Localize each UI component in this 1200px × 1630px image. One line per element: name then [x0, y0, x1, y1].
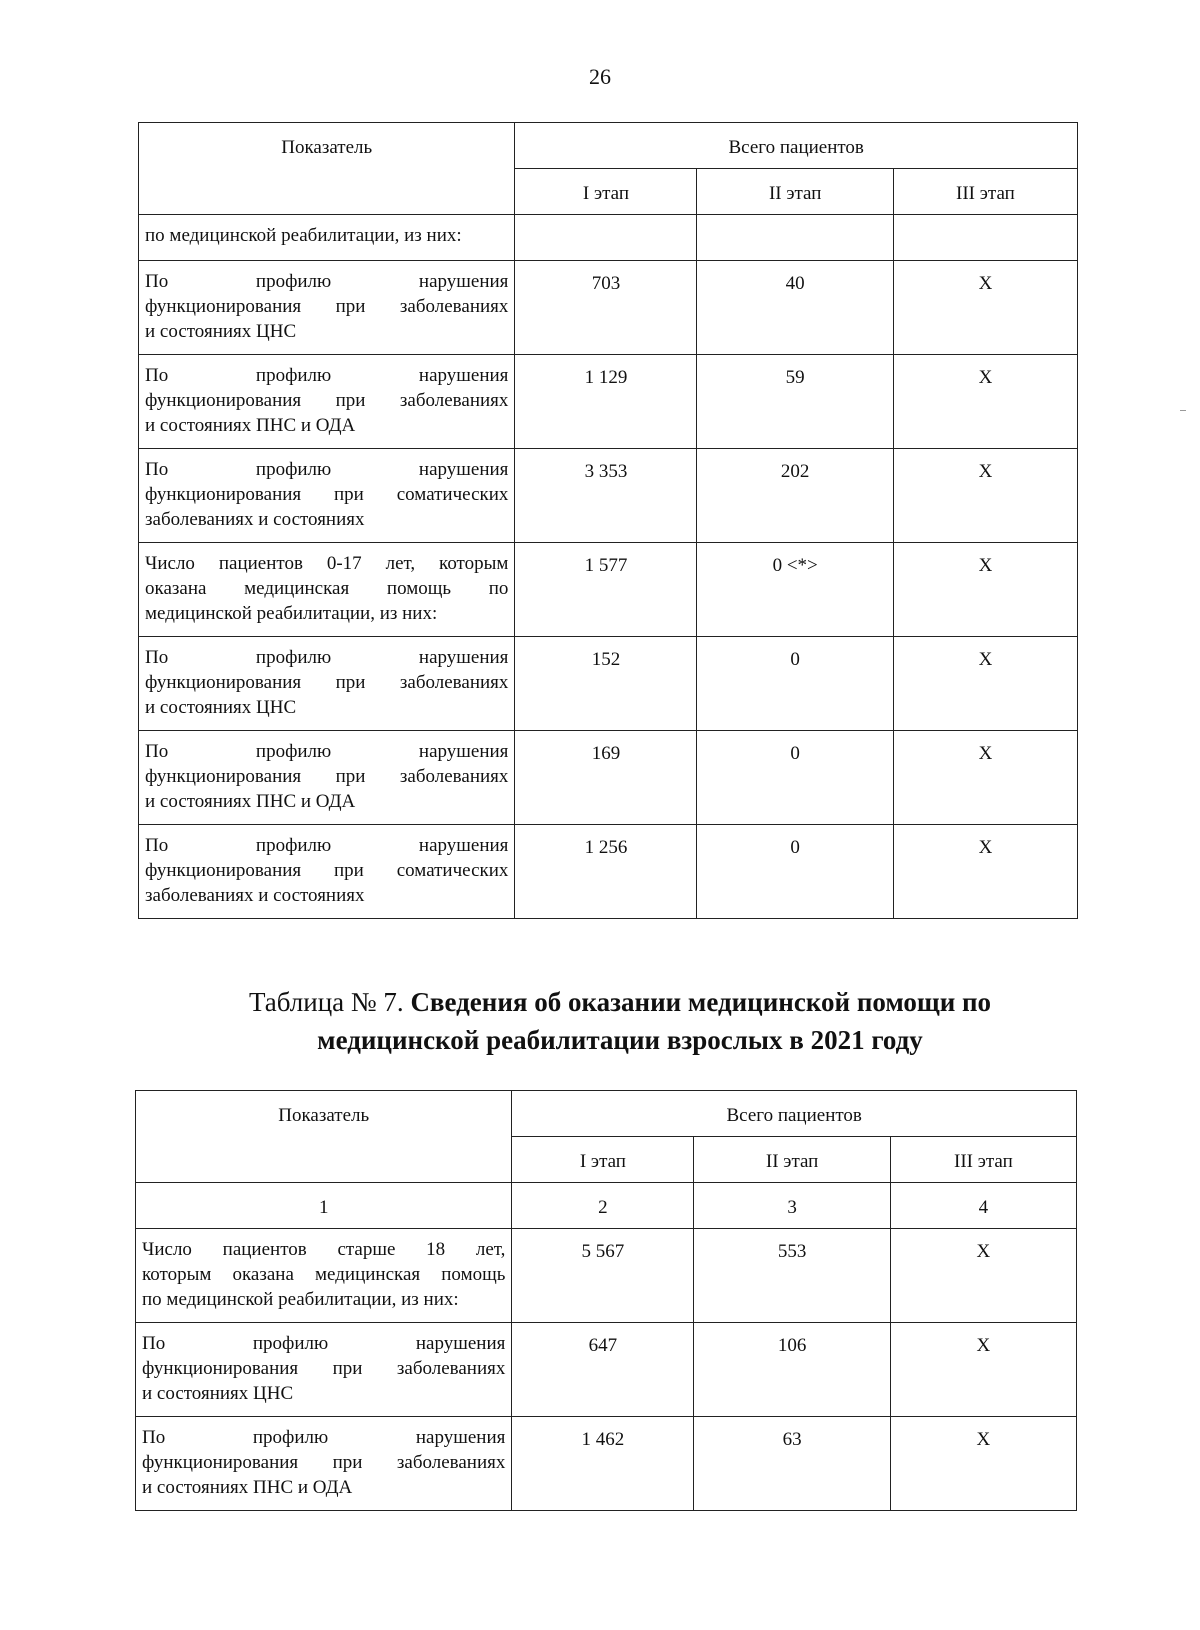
row-label-line: которым оказана медицинская помощь — [142, 1264, 506, 1285]
stage-2-value: 0 <*> — [697, 543, 893, 637]
col-number-1: 1 — [136, 1183, 512, 1229]
stage-2-value: 63 — [694, 1417, 890, 1511]
stage-1-value: 647 — [512, 1323, 694, 1417]
table-row — [139, 731, 1078, 825]
header-stage-2: II этап — [697, 169, 893, 215]
table-row — [139, 543, 1078, 637]
row-label — [139, 215, 515, 261]
page-number: 26 — [589, 64, 611, 89]
header-stage-3: III этап — [893, 169, 1077, 215]
header-stage-1: I этап — [512, 1137, 694, 1183]
row-label-line: по медицинской реабилитации, из них: — [142, 1289, 459, 1310]
table-2-body — [136, 1229, 1077, 1511]
stage-3-value: Х — [890, 1323, 1076, 1417]
row-label-line: По профилю нарушения — [145, 459, 509, 480]
table-row — [139, 355, 1078, 449]
stage-3-value: Х — [893, 543, 1077, 637]
table-1 — [138, 122, 1078, 919]
stage-1-value: 1 462 — [512, 1417, 694, 1511]
stage-3-value: Х — [893, 731, 1077, 825]
row-label-line: функционирования при заболеваниях — [142, 1358, 506, 1379]
col-number-2: 2 — [512, 1183, 694, 1229]
stage-2-value: 0 — [697, 637, 893, 731]
stage-2-value: 202 — [697, 449, 893, 543]
stage-2-value — [697, 215, 893, 261]
stage-3-value: Х — [890, 1229, 1076, 1323]
stage-2-value: 553 — [694, 1229, 890, 1323]
row-label-line: функционирования при заболеваниях — [145, 672, 509, 693]
row-label-line: По профилю нарушения — [142, 1333, 506, 1354]
table-row — [136, 1417, 1077, 1511]
stage-3-value: Х — [893, 449, 1077, 543]
header-indicator: Показатель — [139, 123, 515, 215]
row-label — [136, 1229, 512, 1323]
table-1-body — [139, 215, 1078, 919]
row-label — [139, 543, 515, 637]
stage-2-value: 0 — [697, 825, 893, 919]
header-stage-3: III этап — [890, 1137, 1076, 1183]
row-label-line: Число пациентов 0-17 лет, которым — [145, 553, 509, 574]
stage-3-value — [893, 215, 1077, 261]
scan-edge-mark — [1180, 410, 1186, 411]
row-label-line: и состояниях ПНС и ОДА — [142, 1477, 353, 1498]
caption-prefix: Таблица № 7. — [248, 987, 404, 1017]
table-row — [139, 825, 1078, 919]
stage-1-value: 1 256 — [515, 825, 697, 919]
table-row — [136, 1323, 1077, 1417]
header-indicator: Показатель — [136, 1091, 512, 1183]
header-stage-1: I этап — [515, 169, 697, 215]
row-label — [136, 1323, 512, 1417]
stage-2-value: 106 — [694, 1323, 890, 1417]
stage-1-value: 1 129 — [515, 355, 697, 449]
row-label-line: Число пациентов старше 18 лет, — [142, 1239, 506, 1260]
row-label-line: и состояниях ЦНС — [145, 697, 297, 718]
row-label-line: заболеваниях и состояниях — [145, 509, 365, 530]
row-label-line: медицинской реабилитации, из них: — [145, 603, 438, 624]
row-label — [139, 449, 515, 543]
stage-3-value: Х — [893, 825, 1077, 919]
table-2 — [135, 1090, 1077, 1511]
row-label — [139, 731, 515, 825]
row-label-line: оказана медицинская помощь по — [145, 578, 509, 599]
stage-1-value: 1 577 — [515, 543, 697, 637]
row-label — [139, 261, 515, 355]
header-stage-2: II этап — [694, 1137, 890, 1183]
row-label-line: по медицинской реабилитации, из них: — [145, 225, 462, 246]
row-label-line: функционирования при соматических — [145, 860, 509, 881]
header-total-patients: Всего пациентов — [512, 1091, 1077, 1137]
table-row — [139, 215, 1078, 261]
stage-1-value: 703 — [515, 261, 697, 355]
row-label-line: функционирования при заболеваниях — [145, 296, 509, 317]
stage-2-value: 40 — [697, 261, 893, 355]
row-label — [136, 1417, 512, 1511]
row-label — [139, 637, 515, 731]
row-label-line: функционирования при соматических — [145, 484, 509, 505]
stage-2-value: 59 — [697, 355, 893, 449]
table-row — [139, 637, 1078, 731]
row-label-line: По профилю нарушения — [145, 741, 509, 762]
stage-3-value: Х — [893, 261, 1077, 355]
row-label — [139, 825, 515, 919]
table-7-caption — [0, 983, 1200, 1059]
row-label-line: По профилю нарушения — [145, 271, 509, 292]
stage-1-value: 3 353 — [515, 449, 697, 543]
row-label — [139, 355, 515, 449]
row-label-line: заболеваниях и состояниях — [145, 885, 365, 906]
caption-title-line-2: медицинской реабилитации взрослых в 2021 году — [317, 1025, 923, 1055]
row-label-line: и состояниях ПНС и ОДА — [145, 415, 356, 436]
caption-title-line-1: Сведения об оказании медицинской помощи по — [410, 987, 992, 1017]
table-row — [139, 449, 1078, 543]
col-number-4: 4 — [890, 1183, 1076, 1229]
table-row — [139, 261, 1078, 355]
row-label-line: По профилю нарушения — [142, 1427, 506, 1448]
row-label-line: и состояниях ПНС и ОДА — [145, 791, 356, 812]
row-label-line: По профилю нарушения — [145, 365, 509, 386]
stage-1-value: 5 567 — [512, 1229, 694, 1323]
stage-3-value: Х — [890, 1417, 1076, 1511]
row-label-line: функционирования при заболеваниях — [142, 1452, 506, 1473]
stage-1-value — [515, 215, 697, 261]
col-number-3: 3 — [694, 1183, 890, 1229]
stage-3-value: Х — [893, 637, 1077, 731]
row-label-line: и состояниях ЦНС — [145, 321, 297, 342]
row-label-line: функционирования при заболеваниях — [145, 390, 509, 411]
stage-1-value: 152 — [515, 637, 697, 731]
row-label-line: По профилю нарушения — [145, 647, 509, 668]
table-row — [136, 1229, 1077, 1323]
row-label-line: По профилю нарушения — [145, 835, 509, 856]
stage-3-value: Х — [893, 355, 1077, 449]
header-total-patients: Всего пациентов — [515, 123, 1078, 169]
stage-1-value: 169 — [515, 731, 697, 825]
row-label-line: функционирования при заболеваниях — [145, 766, 509, 787]
stage-2-value: 0 — [697, 731, 893, 825]
row-label-line: и состояниях ЦНС — [142, 1383, 294, 1404]
